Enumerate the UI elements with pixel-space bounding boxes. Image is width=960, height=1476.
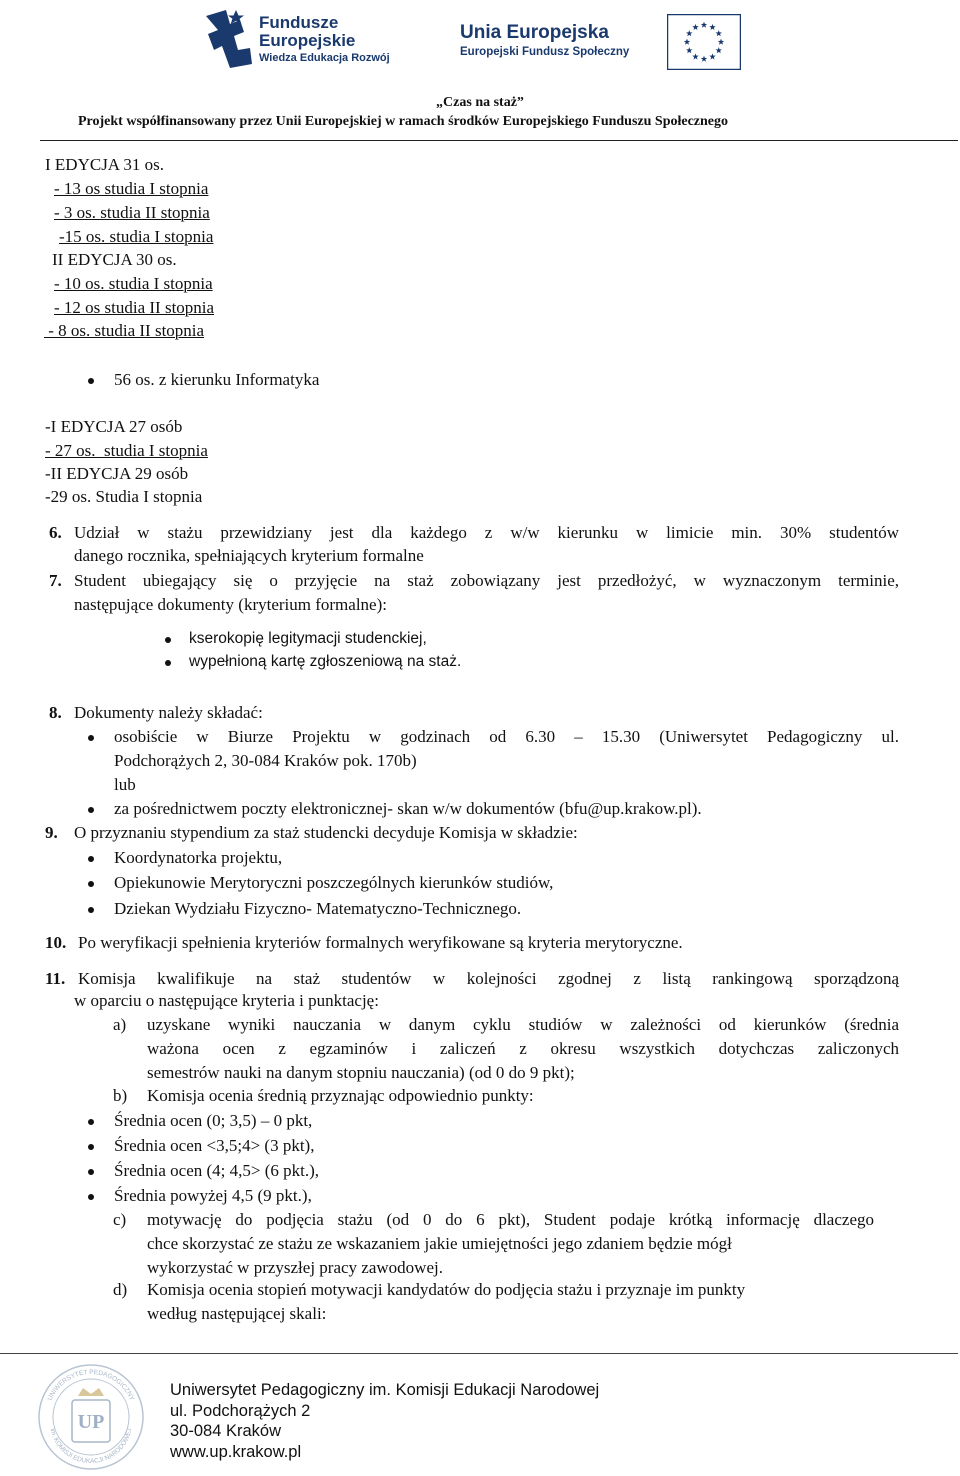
svg-text:UNIWERSYTET PEDAGOGICZNY: [47, 1369, 136, 1402]
bullet-icon: [165, 660, 171, 666]
cofinancing-note: Projekt współfinansowany przez Unii Europejskiej w ramach środków Europejskiego Funduszu Społecznego: [78, 114, 729, 129]
grade-range-1: Średnia ocen (0; 3,5) – 0 pkt,: [114, 1111, 313, 1130]
project-name: „Czas na staż”: [436, 95, 524, 110]
point-9-line-1: O przyznaniu stypendium za staż studencki decyduje Komisja w składzie:: [74, 823, 578, 842]
point-7-doc-2: wypełnioną kartę zgłoszeniową na staż.: [189, 653, 462, 670]
criterion-d-label: d): [113, 1280, 128, 1299]
seal-monogram: UP: [77, 1411, 105, 1433]
seal-ring-bottom: im. KOMISJI EDUKACJI NARODOWEJ: [48, 1427, 134, 1466]
criterion-c-line-2: chce skorzystać ze stażu ze wskazaniem jakie umiejętności jego zdaniem będzie mógł: [147, 1234, 732, 1253]
inf-edition-1-item: - 27 os. studia I stopnia: [45, 441, 208, 460]
fe-logo-line2: Europejskie: [259, 31, 356, 50]
point-8-option-2: za pośrednictwem poczty elektronicznej- skan w/w dokumentów (bfu@up.krakow.pl).: [114, 799, 702, 818]
committee-member-3: Dziekan Wydziału Fizyczno- Matematyczno-Technicznego.: [114, 899, 522, 918]
point-9-number: 9.: [45, 823, 58, 842]
edition-1-item-1: - 13 os studia I stopnia: [54, 179, 209, 198]
grade-range-3: Średnia ocen (4; 4,5> (6 pkt.),: [114, 1161, 320, 1180]
point-8-number: 8.: [49, 703, 62, 722]
ue-logo-line2: Europejski Fundusz Społeczny: [460, 46, 630, 58]
point-6-line-2: danego rocznika, spełniających kryterium formalne: [74, 546, 424, 565]
edition-1-item-3: -15 os. studia I stopnia: [59, 227, 214, 246]
edition-1-total: I EDYCJA 31 os.: [45, 155, 165, 174]
bullet-icon: [88, 1119, 94, 1125]
criterion-c-line-3: wykorzystać w przyszłej pracy zawodowej.: [147, 1258, 443, 1277]
committee-member-2: Opiekunowie Merytoryczni poszczególnych kierunków studiów,: [114, 873, 554, 892]
criterion-d-line-1: Komisja ocenia stopień motywacji kandydatów do podjęcia stażu i przyznaje im punkty: [147, 1280, 746, 1299]
footer-street: ul. Podchorążych 2: [170, 1401, 311, 1420]
bullet-icon: [88, 856, 94, 862]
point-6-line-1: Udział w stażu przewidziany jest dla każdego z w/w kierunku w limicie min. 30% studentów: [74, 523, 899, 542]
edition-2-item-2: - 12 os studia II stopnia: [54, 298, 215, 317]
edition-1-item-2: - 3 os. studia II stopnia: [54, 203, 210, 222]
criterion-b-label: b): [113, 1086, 128, 1105]
point-7-doc-1: kserokopię legitymacji studenckiej,: [189, 630, 427, 647]
point-10-number: 10.: [45, 933, 67, 952]
footer-city: 30-084 Kraków: [170, 1422, 281, 1440]
criterion-c-label: c): [113, 1210, 127, 1229]
footer-address: [170, 1380, 599, 1462]
point-11-line-1: Komisja kwalifikuje na staż studentów w kolejności zgodnej z listą rankingową sporządzoną: [78, 969, 899, 988]
ue-logo-line1: Unia Europejska: [460, 22, 609, 43]
point-7-number: 7.: [49, 571, 62, 590]
edition-2-item-3: - 8 os. studia II stopnia: [44, 321, 205, 340]
bullet-icon: [88, 1169, 94, 1175]
point-11-line-2: w oparciu o następujące kryteria i punktację:: [74, 991, 379, 1010]
criterion-a-line-3: semestrów nauki na danym stopniu nauczania) (od 0 do 9 pkt);: [147, 1063, 575, 1082]
informatyka-total: 56 os. z kierunku Informatyka: [114, 370, 320, 389]
footer-divider: [0, 1353, 958, 1354]
bullet-icon: [88, 1144, 94, 1150]
bullet-icon: [88, 807, 94, 813]
point-11-number: 11.: [45, 969, 66, 988]
fe-logo-line3: Wiedza Edukacja Rozwój: [259, 52, 390, 64]
criterion-a-label: a): [113, 1015, 127, 1034]
footer-university: Uniwersytet Pedagogiczny im. Komisji Edukacji Narodowej: [170, 1381, 600, 1399]
bullet-icon: [88, 907, 94, 913]
fe-logo-line1: Fundusze: [259, 13, 339, 32]
bullet-icon: [88, 735, 94, 741]
point-7-line-1: Student ubiegający się o przyjęcie na staż zobowiązany jest przedłożyć, w wyznaczonym terminie,: [74, 571, 899, 590]
point-8-or: lub: [114, 775, 136, 794]
committee-member-1: Koordynatorka projektu,: [114, 848, 283, 867]
criterion-c-line-1: motywację do podjęcia stażu (od 0 do 6 pkt), Student podaje krótką informację dlaczego: [147, 1210, 874, 1229]
point-7-line-2: następujące dokumenty (kryterium formalne):: [74, 595, 387, 614]
inf-edition-2: -II EDYCJA 29 osób: [45, 464, 189, 483]
edition-2-item-1: - 10 os. studia I stopnia: [54, 274, 213, 293]
university-seal-icon: [36, 1362, 146, 1472]
inf-edition-2-item: -29 os. Studia I stopnia: [45, 487, 203, 506]
bullet-icon: [88, 1194, 94, 1200]
grade-range-4: Średnia powyżej 4,5 (9 pkt.),: [114, 1186, 312, 1205]
bullet-icon: [165, 637, 171, 643]
seal-ring-top: UNIWERSYTET PEDAGOGICZNY: [46, 1368, 136, 1402]
footer-website-link[interactable]: www.up.krakow.pl: [170, 1442, 302, 1461]
point-10-line-1: Po weryfikacji spełnienia kryteriów formalnych weryfikowane są kryteria merytoryczne.: [78, 933, 683, 952]
criterion-a-line-1: uzyskane wyniki nauczania w danym cyklu studiów w zależności od kierunków (średnia: [147, 1015, 899, 1034]
bullet-icon: [88, 881, 94, 887]
criterion-d-line-2: według następującej skali:: [147, 1304, 327, 1323]
bullet-icon: [88, 378, 94, 384]
inf-edition-1: -I EDYCJA 27 osób: [45, 417, 183, 436]
point-8-line-1: Dokumenty należy składać:: [74, 703, 263, 722]
criterion-b-line-1: Komisja ocenia średnią przyznając odpowiednio punkty:: [147, 1086, 534, 1105]
grade-range-2: Średnia ocen <3,5;4> (3 pkt),: [114, 1136, 315, 1155]
criterion-a-line-2: ważona ocen z egzaminów i zaliczeń z okresu wszystkich dotychczas zaliczonych: [147, 1039, 899, 1058]
point-8-option-1-line-2: Podchorążych 2, 30-084 Kraków pok. 170b): [114, 751, 417, 770]
point-6-number: 6.: [49, 523, 62, 542]
point-8-option-1-line-1: osobiście w Biurze Projektu w godzinach od 6.30 – 15.30 (Uniwersytet Pedagogiczny ul.: [114, 727, 899, 746]
edition-2-total: II EDYCJA 30 os.: [52, 250, 177, 269]
